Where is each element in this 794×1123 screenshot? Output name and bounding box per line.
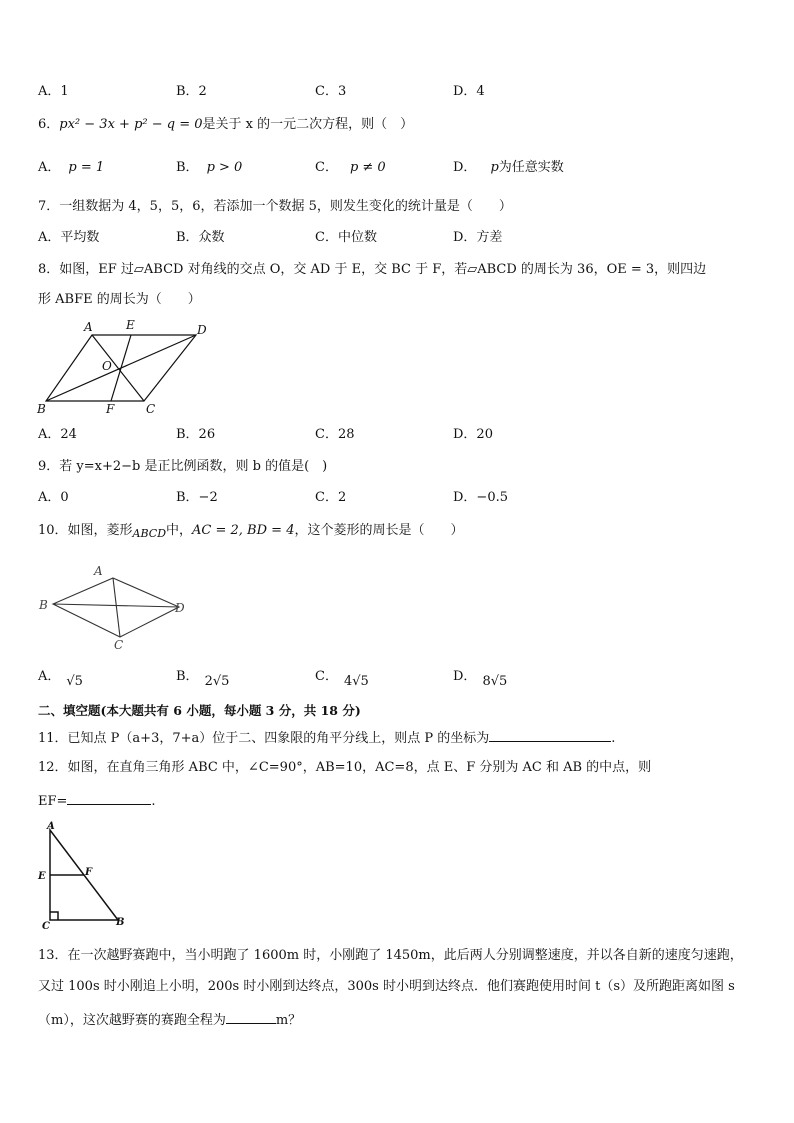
q8-label-a: A [84, 320, 93, 334]
q8-label-c: C [146, 402, 156, 416]
q6-option-c: C． p ≠ 0 [315, 160, 386, 175]
q9-option-b: B．−2 [176, 490, 218, 505]
q10-label-c: C [114, 638, 124, 652]
q5-option-b: B．2 [176, 84, 207, 99]
q13-line2: 又过 100s 时小刚追上小明，200s 时小刚到达终点，300s 时小明到达终点．他们赛跑使用时间 t（s）及所跑距离如图 s [38, 979, 735, 994]
q9-option-d: D．−0.5 [453, 490, 508, 505]
q5-option-d: D．4 [453, 84, 485, 99]
q9-option-c: C．2 [315, 490, 347, 505]
q10-stem: 10．如图，菱形$_{ABCD}$中，AC = 2, BD = 4，这个菱形的周长是（ ） [38, 523, 464, 540]
q8-option-b: B．26 [176, 427, 216, 442]
q6-option-d: D． p为任意实数 [453, 160, 564, 175]
q8-segment-ef [111, 335, 131, 401]
q8-label-b: B [37, 402, 46, 416]
q13-line3: （m），这次越野赛的赛跑全程为 m？ [38, 1010, 301, 1030]
q12-label-a: A [47, 821, 55, 832]
q7-stem: 7．一组数据为 4，5，5，6，若添加一个数据 5，则发生变化的统计量是（ ） [38, 199, 512, 214]
q10-option-a: A． √5 [38, 669, 83, 689]
q8-label-o: O [102, 359, 112, 373]
q12-triangle-figure [34, 818, 134, 930]
q7-option-b: B．众数 [176, 230, 225, 245]
q11-answer-blank [489, 728, 611, 742]
q12-stem-line1: 12．如图，在直角三角形 ABC 中，∠C=90°，AB=10，AC=8，点 E、F 分别为 AC 和 AB 的中点，则 [38, 760, 652, 775]
q6-stem [38, 116, 413, 134]
q9-option-a: A．0 [38, 490, 69, 505]
q8-label-d: D [197, 323, 207, 337]
q8-option-c: C．28 [315, 427, 355, 442]
q12-label-b: B [116, 917, 125, 928]
q12-stem-line2: EF= . [38, 791, 156, 811]
q8-stem-line1: 8．如图，EF 过▱ABCD 对角线的交点 O，交 AD 于 E，交 BC 于 F，若▱ABCD 的周长为 36，OE = 3，则四边 [38, 262, 707, 277]
q12-label-e: E [38, 871, 46, 882]
q6-option-b: B． p > 0 [176, 160, 243, 175]
q6-formula: px² − 3x + p² − q = 0 [59, 117, 203, 132]
q8-stem-line2: 形 ABFE 的周长为（ ） [38, 292, 201, 307]
q10-diagonal-ac [113, 578, 120, 637]
q12-right-angle-mark [50, 912, 58, 920]
q8-label-e: E [126, 318, 135, 332]
q13-answer-blank [226, 1010, 276, 1024]
q8-diagonal-ac [92, 335, 144, 401]
q10-option-c: C． 4√5 [315, 669, 369, 689]
q13-line1: 13．在一次越野赛跑中，当小明跑了 1600m 时，小刚跑了 1450m，此后两人分别调整速度，并以各自新的速度匀速跑， [38, 948, 743, 963]
q10-label-d: D [175, 601, 185, 615]
q10-option-d: D． 8√5 [453, 669, 508, 689]
q9-stem: 9．若 y=x+2−b 是正比例函数，则 b 的值是( ) [38, 459, 328, 474]
q8-option-d: D．20 [453, 427, 493, 442]
section2-title: 二、填空题(本大题共有 6 小题，每小题 3 分，共 18 分) [38, 703, 361, 718]
q10-label-a: A [94, 564, 103, 578]
q6-stem-text: 是关于 x 的一元二次方程，则（ ） [202, 117, 414, 132]
q6-option-a: A． p = 1 [38, 160, 105, 175]
q7-option-a: A．平均数 [38, 230, 100, 245]
q7-option-d: D．方差 [453, 230, 503, 245]
q8-parallelogram-figure [34, 318, 224, 418]
q11-stem: 11．已知点 P（a+3，7+a）位于二、四象限的角平分线上，则点 P 的坐标为 . [38, 728, 615, 748]
q12-answer-blank [67, 791, 151, 805]
q7-option-c: C．中位数 [315, 230, 377, 245]
q8-label-f: F [106, 402, 115, 416]
q10-option-b: B． 2√5 [176, 669, 230, 689]
q12-label-f: F [85, 867, 93, 878]
q5-option-a: A．1 [38, 84, 69, 99]
q5-option-c: C．3 [315, 84, 347, 99]
q12-label-c: C [42, 921, 50, 930]
q10-label-b: B [39, 598, 48, 612]
q10-rhombus-figure [34, 560, 194, 652]
q6-number: 6． [38, 117, 60, 132]
q8-option-a: A．24 [38, 427, 77, 442]
